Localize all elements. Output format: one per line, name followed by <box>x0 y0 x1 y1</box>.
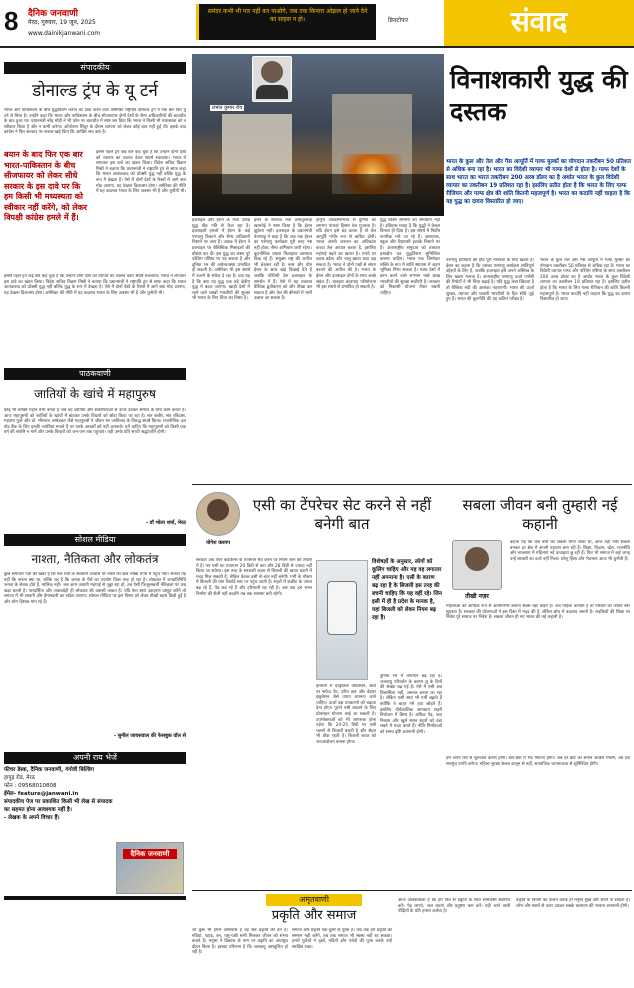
ac-photo <box>316 560 368 680</box>
contact-line2: हापुड़ रोड, मेरठ <box>4 775 36 781</box>
bottom-headline: प्रकृति और समाज <box>271 908 357 923</box>
bottom-label: अमृतवाणी <box>266 894 362 906</box>
website: www.dainikjanwani.com <box>28 30 101 37</box>
masthead <box>0 0 634 48</box>
bottom-col-2: समाज और प्रकृति एक-दूसरे के पूरक हैं। जब तक हम प्रकृति का सम्मान नहीं करेंगे, तब तक समाज भी स्वस्थ नहीं रह सकता। हमारे पूर्वजों ने वृक्षों, नदियों और पर्वतों की पूजा करके उन्हें संरक्षित रखा। <box>292 928 392 950</box>
quote-box <box>196 4 376 40</box>
opinion-note2: - लेखक के अपने विचार हैं। <box>4 815 60 821</box>
lead-col-1: इजराइल और ईरान के मध्य उत्पन्न युद्ध तीव्र गति से फैल रहा है। इजराइली हमलों में ईरान के कई परमाणु ठिकाने और सैन्य अधिकारी निशाने पर आए हैं। जवाब में ईरान ने इजराइल पर बैलिस्टिक मिसाइलों की बौछार कर दी। इस युद्ध का असर पूरे पश्चिम एशिया पर पड़ सकता है और दुनिया भर की अर्थव्यवस्था प्रभावित हो सकती है। अमेरिका भी इस संघर्ष में उतरने के संकेत दे रहा है। प्रश्न यह है कि क्या यह युद्ध एक बड़े क्षेत्रीय युद्ध में बदल जाएगा। खाड़ी देशों में रहने वाले लाखों भारतीयों की सुरक्षा भी भारत के लिए चिंता का विषय है। <box>192 218 250 302</box>
lead-photo <box>192 54 444 216</box>
smoke <box>192 174 444 216</box>
page-number: 8 <box>4 6 19 36</box>
lead-deck: भारत के कुल और तेल और गैस आपूर्ति में गल्फ मुल्कों का योगदान तकरीबन 50 प्रतिशत से अधिक बना रहा है। भारत का विदेशी व्यापार भी गल्फ देशों से होता है। गल्फ देशों के साथ भारत का भारत तकरीबन 200 अरब डॉलर का है अर्थात भारत के कुल विदेशी व्यापार का तकरीबन 19 प्रतिशत रहा है। इसलिए प्रतीत होता है कि भारत के लिए गल्फ रीजियन और गल्फ क्षेत्र की शांति कितनी महत्वपूर्ण है। भारत का कदापि नहीं चाहता है कि यह युद्ध का दायरा विस्तारित हो जाए। <box>446 159 632 206</box>
opinion-label: अपनी राय भेजें <box>4 752 186 764</box>
bottom-col-4: प्रकृति के नियमों का पालन करके ही मनुष्य सुख और शांति पा सकता है। लोभ और स्वार्थ से ऊपर उठकर सबके कल्याण की भावना अपनानी होगी। <box>516 898 630 909</box>
lead-col-4: युद्ध किसी समस्या का समाधान नहीं है। इतिहास गवाह है कि युद्धों ने केवल विनाश ही दिया है। इस संघर्ष में निर्दोष नागरिक मारे जा रहे हैं। अस्पताल, स्कूल और रिहायशी इलाके निशाने पर हैं। अंतरराष्ट्रीय समुदाय को तत्काल हस्तक्षेप कर युद्धविराम सुनिश्चित कराना चाहिए। भारत एक जिम्मेदार शक्ति के रूप में शांति स्थापना में अहम भूमिका निभा सकता है। गल्फ देशों में काम करने वाले लगभग नब्बे लाख भारतीयों की सुरक्षा सर्वोपरि है। सरकार को निकासी योजना तैयार रखनी चाहिए। <box>380 218 440 296</box>
life-col-3: हमें अपने घरों से शुरुआत करनी होगी। बेटा-बेटी में भेद मिटाना होगा। जब हर बेटी को समान अवसर मिलेंगे, तब देश सचमुच प्रगति करेगा। महिला सुरक्षा केवल कानून से नहीं, सामाजिक जागरूकता से सुनिश्चित होगी। <box>446 756 630 767</box>
ac-author-photo <box>196 492 240 536</box>
lead-col-3: होर्मुज जलडमरूमध्य से दुनिया का लगभग पांचवां हिस्सा तेल गुजरता है। यदि ईरान इसे बंद करता है तो तेल आपूर्ति गंभीर रूप से बाधित होगी। भारत अपनी जरूरत का अधिकांश कच्चा तेल आयात करता है, इसलिए महंगाई बढ़ने का खतरा है। रुपये पर दबाव बढ़ेगा और चालू खाता घाटा बढ़ सकता है। भारत ने दोनों पक्षों से संयम बरतने की अपील की है। भारत के ईरान और इजराइल दोनों के साथ अच्छे संबंध हैं। चाबहार बंदरगाह परियोजना भी इस संघर्ष से प्रभावित हो सकती है। <box>316 218 376 291</box>
ac-pull-quote: विशेषज्ञों के अनुसार, लोगों को कूलिंग चाहिए और यह वह लगातार नहीं अपनाना है। एसी के कारण बढ़ रहा है के बिजली इस तरह की बचनी चाहिए कि यह वहीं रहे। जिन इसी में ही है प्रदेश के मानक है, यहां बिजली को लेकर नियम बढ़ रहा है। <box>372 559 442 621</box>
contact-line1: फीचर डेस्क, दैनिक जनवाणी, गंगोत्री बिल्डिंग <box>4 767 94 773</box>
quote-author: क्रिस्टोफर <box>388 17 409 24</box>
editorial-para1: भारत और पाकिस्तान के बीच युद्धविराम कराने का दावा करने वाले अमेरिकी राष्ट्रपति डोनाल्ड ट्रंप ने एक बार फिर यू टर्न ले लिया है। उन्होंने कहा कि भारत और पाकिस्तान के बीच सीजफायर दोनों देशों के सैन्य अधिकारियों की बातचीत के बाद हुआ था। प्रधानमंत्री नरेंद्र मोदी ने भी फोन पर बातचीत में स्पष्ट कर दिया कि भारत ने किसी भी मध्यस्थता को न स्वीकार किया है और न कभी करेगा। ऑपरेशन सिंदूर के दौरान व्यापार को लेकर कोई बात नहीं हुई थी। इसके बाद कांग्रेस ने फिर सरकार पर सवाल खड़े किए कि आखिर सच क्या है। <box>4 108 186 136</box>
dateline: मेरठ, गुरुवार, 19 जून, 2025 <box>28 19 96 26</box>
patrakarita-body: कोई भी व्यक्ति महान तभी बनता है जब वह जातियों और संकीर्णताओं से ऊपर उठकर समाज के लिए काम करता है। आज महापुरुषों को जातियों के खांचों में बांटकर उनके विचारों को छोटा किया जा रहा है। संत कबीर, संत रविदास, महात्मा फुले और डॉ. भीमराव अम्बेडकर जैसे महापुरुषों ने जीवन भर जातिवाद के विरुद्ध संघर्ष किया। राजनीतिक दल वोट बैंक के लिए इनकी जयंतियां मनाते हैं पर उनके आदर्शों को नहीं अपनाते। हमें चाहिए कि महापुरुषों को किसी एक वर्ग की संपत्ति न मानें और उनके विचारों को जन-जन तक पहुंचाएं। यही उनके प्रति सच्ची श्रद्धांजलि होगी। <box>4 408 186 436</box>
editorial-para1b: इससे पहले ट्रंप कई बार कह चुके हैं कि उन्होंने दोनों देशों को व्यापार का लालच देकर संघर्ष रुकवाया। भारत ने लगातार इस दावे का खंडन किया। विदेश सचिव विक्रम मिस्री ने बताया कि प्रधानमंत्री ने राष्ट्रपति ट्रंप से साफ कहा कि भारत आतंकवाद को प्रॉक्सी युद्ध नहीं बल्कि युद्ध के रूप में देखता है। ऐसे में दोनों देशों के रिश्तों में आगे क्या मोड़ आएगा, यह देखना दिलचस्प होगा। अमेरिका की नीति में यह बदलाव भारत के लिए अवसर भी है और चुनौती भी। <box>96 150 186 195</box>
contact-phone: फोन : 09568010808 <box>4 783 57 789</box>
lead-col-5: परमाणु हथियारों की होड़ पूरी मानवता के लिए खतरा है। ईरान का कहना है कि उसका परमाणु कार्यक्रम शांतिपूर्ण उद्देश्यों के लिए है, जबकि इजराइल इसे अपने अस्तित्व के लिए खतरा मानता है। अंतरराष्ट्रीय परमाणु ऊर्जा एजेंसी की रिपोर्टों ने भी चिंता बढ़ाई है। यदि युद्ध लंबा खिंचता है तो वैश्विक मंदी की आशंका गहराएगी। भारत की ऊर्जा सुरक्षा, व्यापार और प्रवासी भारतीयों के हित सीधे जुड़े हुए हैं। भारत की कूटनीति की यह कठिन परीक्षा है। <box>446 258 534 303</box>
bottom-left-strip <box>4 896 186 900</box>
quote-text: समंदर कभी भी पार नहीं कर पाओगे, जब तक किनारा ओझल हो जाने देने का साहस न हो। <box>207 8 368 23</box>
bottom-col-3: आज आवश्यकता है कि हम फिर से प्रकृति के साथ सामंजस्य स्थापित करें। पेड़ लगाएं, जल बचाएं और प्रदूषण कम करें। यही आने वाली पीढ़ियों के प्रति हमारा कर्तव्य है। <box>398 898 510 915</box>
editorial-label: संपादकीय <box>4 62 186 74</box>
lead-headline-box <box>446 64 632 152</box>
mid-rule <box>192 484 632 485</box>
contact-email[interactable]: ईमेल- feature@janwani.in <box>4 791 79 797</box>
ac-col-3: दुनिया भर में तापमान बढ़ रहा है। जलवायु परिवर्तन के कारण लू के दिनों की संख्या बढ़ गई है। ऐसे में एसी अब विलासिता नहीं, जरूरत बनता जा रहा है। लेकिन एसी स्वयं भी गर्मी बढ़ाते हैं क्योंकि वे बाहर गर्म हवा छोड़ते हैं। इसलिए दीर्घकालिक समाधान शहरी नियोजन में छिपा है। अधिक पेड़, जल निकाय और खुले स्थान शहरों को ठंडा रखने में मदद करते हैं। नीति निर्माताओं को समग्र दृष्टि अपनानी होगी। <box>380 674 442 735</box>
lead-headline: विनाशकारी युद्ध की दस्तक <box>450 65 628 126</box>
lead-author-photo <box>252 56 292 102</box>
ac-remote <box>327 581 357 635</box>
author-face <box>261 61 283 83</box>
ac-author-caption: योगेश कश्यप <box>206 540 230 546</box>
lead-col-6: भारत के कुल तेल और गैस आपूर्ति में गल्फ मुल्कों का योगदान तकरीबन 50 प्रतिशत से अधिक रहा है। भारत का विदेशी व्यापार गल्फ और पश्चिम एशिया के साथ तकरीबन 200 अरब डॉलर का है अर्थात भारत के कुल विदेशी व्यापार का तकरीबन 19 प्रतिशत रहा है। इसलिए प्रतीत होता है कि भारत के लिए गल्फ रीजियन की शांति कितनी महत्वपूर्ण है। भारत कदापि नहीं चाहता कि युद्ध का दायरा विस्तारित हो जाए। <box>540 258 630 303</box>
ac-headline: एसी का टेंपरेचर सेट करने से नहीं बनेगी बात <box>252 496 432 533</box>
patrakarita-headline: जातियों के खांचे में महापुरुष <box>34 387 156 401</box>
social-body: कुछ समाचार पत्रों की खबर है कि एक मंत्री के सरकारी आवास पर नाश्ते का खर्च लाखों रुपये में पहुंच गया। सवाल यह नहीं कि नाश्ता क्या था, बल्कि यह है कि जनता के पैसे का उपयोग किस तरह हो रहा है। लोकतंत्र में जनप्रतिनिधि जनता के सेवक होते हैं, मालिक नहीं। जब आम आदमी महंगाई से जूझ रहा हो, तब ऐसी फिजूलखर्ची नैतिकता पर प्रश्न खड़ा करती है। पारदर्शिता और जवाबदेही ही लोकतंत्र की असली ताकत है। यदि नेता स्वयं उदाहरण प्रस्तुत करेंगे तो समाज में भी सादगी और ईमानदारी का संदेश जाएगा। सोशल मीडिया पर इस विषय को लेकर तीखी बहस छिड़ी हुई है और लोग हिसाब मांग रहे हैं। <box>4 572 186 605</box>
patrakarita-byline: - डॉ भोला शर्मा, मेरठ <box>145 520 186 526</box>
social-byline: - सुनील जायसवाल की फेसबुक वॉल से <box>113 733 186 739</box>
life-author-face <box>465 547 489 571</box>
lead-col-2: ईरान के सर्वोच्च नेता आयतुल्लाह खामनेई ने स्पष्ट किया है कि ईरान झुकेगा नहीं। इजराइल के प्रधानमंत्री नेतन्याहू ने कहा है कि जब तक ईरान का परमाणु कार्यक्रम पूरी तरह नष्ट नहीं होता, सैन्य अभियान जारी रहेगा। कूटनीतिक प्रयास फिलहाल असफल दिख रहे हैं। संयुक्त राष्ट्र की अपील भी बेअसर रही है। रूस और चीन ईरान के साथ खड़े दिखाई देते हैं जबकि पश्चिमी देश इजराइल के समर्थन में हैं। ऐसे में यह टकराव वैश्विक ध्रुवीकरण को और तीखा कर सकता है और तेल की कीमतों में भारी उछाल आ सकता है। <box>254 218 312 302</box>
bottom-rule <box>192 890 632 891</box>
janwani-logo-image <box>116 842 184 894</box>
lead-author-caption: प्रभात कुमार रॉय <box>212 105 243 111</box>
ac-col-2: इमारतों में प्राकृतिक वेंटिलेशन, छतों पर सफेद पेंट, हरित छत और बेहतर इंसुलेशन जैसे उपाय अपनाए जाने चाहिए। ऊर्जा दक्ष उपकरणों को बढ़ावा देना होगा। पुराने एसी बदलने के लिए प्रोत्साहन योजना लाई जा सकती है। उपभोक्ताओं को भी जागरूक होना पड़ेगा कि 24-25 डिग्री पर एसी चलाने से बिजली बचती है और सेहत भी ठीक रहती है। बिजली बचत को जनआंदोलन बनाना होगा। <box>316 684 376 745</box>
life-author-photo <box>452 540 502 590</box>
ac-author-face <box>207 499 229 521</box>
social-label: सोशल मीडिया <box>4 534 186 546</box>
editorial-para2: इससे पहले ट्रंप कई बार कह चुके हैं कि उन्होंने दोनों देशों को व्यापार का लालच देकर संघर्ष रुकवाया। भारत ने लगातार इस दावे का खंडन किया। विदेश सचिव विक्रम मिस्री ने बताया कि प्रधानमंत्री ने राष्ट्रपति ट्रंप से साफ कहा कि भारत आतंकवाद को प्रॉक्सी युद्ध नहीं बल्कि युद्ध के रूप में देखता है। ऐसे में दोनों देशों के रिश्तों में आगे क्या मोड़ आएगा, यह देखना दिलचस्प होगा। अमेरिका की नीति में यह बदलाव भारत के लिए अवसर भी है और चुनौती भी। <box>4 274 186 296</box>
paper-brand: दैनिक जनवाणी <box>28 9 78 19</box>
janwani-logo: दैनिक जनवाणी <box>123 849 177 859</box>
patrakarita-label: पाठकवाणी <box>4 368 186 380</box>
bottom-col-1: जो कुछ भी हमारे आसपास है वह सब प्रकृति की देन है। नदियां, पहाड़, वन, पशु-पक्षी सभी मिलकर जीवन को संभव बनाते हैं। मनुष्य ने विकास के नाम पर प्रकृति का अंधाधुंध दोहन किया है। इसका परिणाम है कि जलवायु असंतुलित हो रही है। <box>192 928 288 956</box>
author-body <box>256 85 288 99</box>
editorial-pull-quote: बयान के बाद फिर एक बार भारत-पाकिस्तान के बीच सीजफायर को लेकर सीधे सरकार के इस दावे पर कि हम किसी भी मध्यस्थता को स्वीकार नहीं करेंगे, को लेकर विपक्षी कांग्रेस हमले में हैं। <box>4 150 88 222</box>
section-title: संवाद <box>510 5 568 38</box>
life-author-caption: तीखी नज़र <box>465 593 489 600</box>
life-headline: सबला जीवन बनी तुम्हारी नई कहानी <box>462 496 618 533</box>
life-col-2: महिलाओं को आर्थिक रूप से आत्मनिर्भर बनाना सबसे बड़ा कदम है। जब महिला कमाती है तो परिवार का जीवन स्तर सुधरता है। सरकार की योजनाओं ने इस दिशा में मदद की है, लेकिन सोच में बदलाव जरूरी है। लड़कियों की शिक्षा पर निवेश पूरे समाज पर निवेश है। सबला जीवन ही नए भारत की नई कहानी है। <box>446 604 630 621</box>
social-headline: नाश्ता, नैतिकता और लोकतंत्र <box>31 552 159 566</box>
masthead-rule <box>0 46 634 48</box>
ac-col-1: सरकार अब एयर कंडीशनर के तापमान सेट करने पर नियम लाने की तैयारी में है। नए एसी का तापमान 20 डिग्री से कम और 28 डिग्री से ज्यादा नहीं किया जा सकेगा। इस तरह के सरकारी कदम से बिजली की खपत घटाने में मदद मिल सकती है, लेकिन केवल इसी से बात नहीं बनेगी। गर्मी के मौसम में बिजली की मांग रिकॉर्ड स्तर पर पहुंच जाती है। शहरों में कंक्रीट के जंगल बढ़ रहे हैं, पेड़ कट रहे हैं और हरियाली घट रही है। जब तक हम भवन निर्माण की शैली नहीं बदलेंगे तब तक समस्या बनी रहेगी। <box>196 558 312 597</box>
opinion-note: संपादकीय पेज पर प्रकाशित किसी भी लेख से संपादक का सहमत होना आवश्यक नहीं है। <box>4 799 113 813</box>
life-col-1: कहना यह कि जब नारी को अबला माना जाता था, आज वही नारी सबला बनकर हर क्षेत्र में अपनी पहचान बना रही है। शिक्षा, विज्ञान, खेल, राजनीति और व्यवसाय में महिलाएं नई ऊंचाइयां छू रही हैं। फिर भी समाज में कई जगह उन्हें बराबरी का दर्जा नहीं मिला। घरेलू हिंसा और भेदभाव आज भी चुनौती हैं। <box>510 540 630 562</box>
editorial-headline: डोनाल्ड ट्रंप के यू टर्न <box>32 81 158 101</box>
section-banner <box>444 0 634 46</box>
